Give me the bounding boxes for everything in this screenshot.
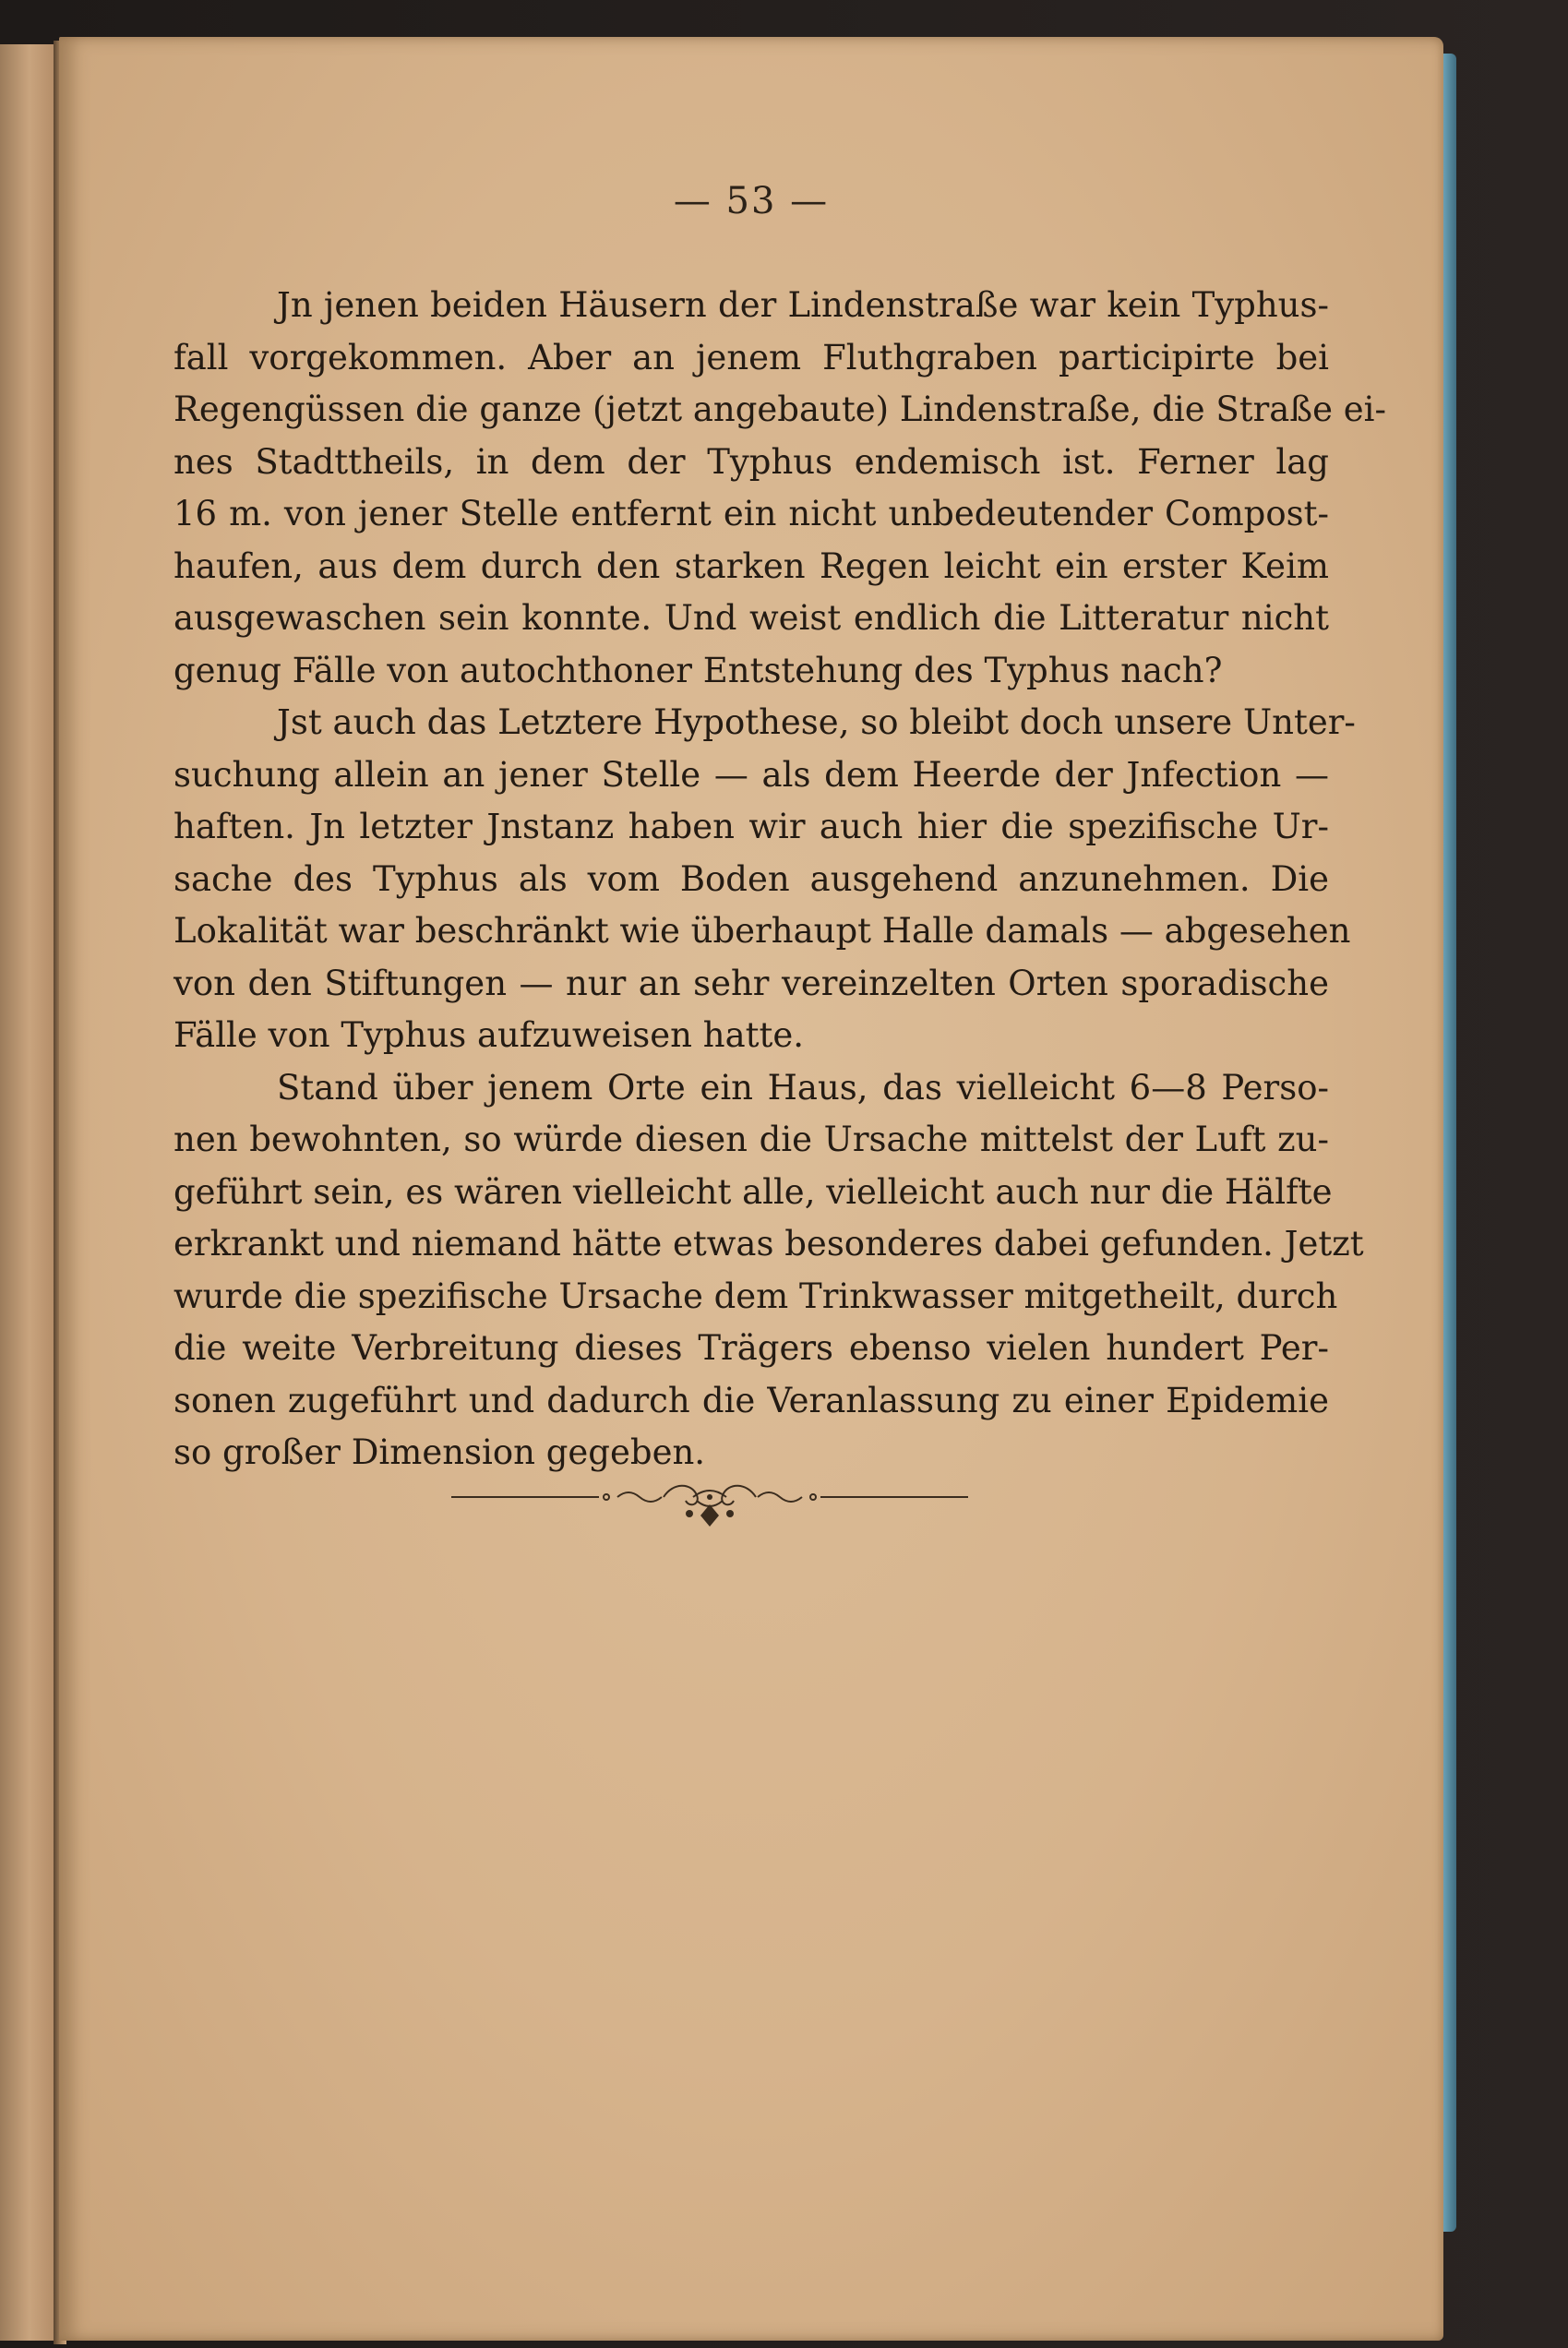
text-line: ausgewaschen sein konnte. Und weist endlich die Litteratur nicht — [174, 598, 1329, 638]
text-line: nen bewohnten, so würde diesen die Ursache mittelst der Luft zu- — [174, 1120, 1329, 1159]
text-line: Jn jenen beiden Häusern der Lindenstraße war kein Typhus- — [277, 285, 1329, 325]
text-line: sonen zugeführt und dadurch die Veranlassung zu einer Epidemie — [174, 1380, 1329, 1420]
text-line: wurde die spezifische Ursache dem Trinkwasser mitgetheilt, durch — [174, 1276, 1338, 1316]
ornament-divider — [451, 1477, 968, 1532]
previous-page-edge — [0, 44, 55, 2341]
text-line: Jst auch das Letztere Hypothese, so bleibt doch unsere Unter- — [277, 702, 1356, 742]
text-line: sache des Typhus als vom Boden ausgehend anzunehmen. Die — [174, 858, 1329, 899]
body-text — [174, 280, 1386, 1479]
text-line: Regengüssen die ganze (jetzt angebaute) Lindenstraße, die Straße ei- — [174, 389, 1386, 429]
text-line: so großer Dimension gegeben. — [174, 1432, 706, 1472]
text-line: fall vorgekommen. Aber an jenem Fluthgraben participirte bei — [174, 337, 1329, 377]
text-line: haufen, aus dem durch den starken Regen leicht ein erster Keim — [174, 545, 1329, 586]
text-line: erkrankt und niemand hätte etwas besonderes dabei gefunden. Jetzt — [174, 1224, 1364, 1264]
text-line: die weite Verbreitung dieses Trägers ebenso vielen hundert Per- — [174, 1328, 1329, 1368]
text-line: 16 m. von jener Stelle entfernt ein nicht unbedeutender Compost- — [174, 494, 1329, 533]
text-line: Fälle von Typhus aufzuweisen hatte. — [174, 1015, 805, 1055]
page-number: — 53 — — [673, 180, 830, 222]
text-line: geführt sein, es wären vielleicht alle, vielleicht auch nur die Hälfte — [174, 1171, 1333, 1212]
text-line: haften. Jn letzter Jnstanz haben wir auch hier die spezifische Ur- — [174, 807, 1329, 846]
text-line: suchung allein an jener Stelle — als dem Heerde der Jnfection — — [174, 754, 1329, 795]
paragraph-1 — [174, 280, 1386, 697]
paragraph-2 — [174, 697, 1356, 1062]
text-line: genug Fälle von autochthoner Entstehung des Typhus nach? — [174, 650, 1223, 690]
paragraph-3 — [174, 1062, 1364, 1479]
text-line: nes Stadttheils, in dem der Typhus endemisch ist. Ferner lag — [174, 441, 1329, 482]
text-line: Lokalität war beschränkt wie überhaupt Halle damals — abgesehen — [174, 911, 1351, 951]
book-page — [59, 37, 1443, 2341]
text-line: von den Stiftungen — nur an sehr vereinzelten Orten sporadische — [174, 963, 1329, 1003]
text-line: Stand über jenem Orte ein Haus, das vielleicht 6—8 Perso- — [277, 1067, 1329, 1108]
